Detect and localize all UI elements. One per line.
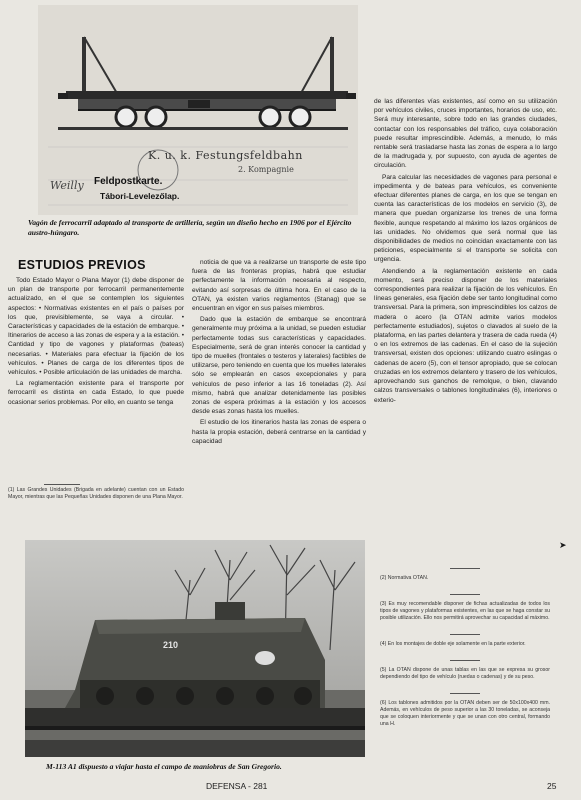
wagon-photo bbox=[38, 5, 358, 215]
vehicle-number: 210 bbox=[163, 640, 179, 650]
paragraph: de las diferentes vías existentes, así como en su utilización por vehículos civiles, cruces importantes, horarios de uso, etc. Será muy interesante, sobre todo en las grandes ciudades, contactar con los responsables del tráfico, cuya colaboración puede resultar imprescindible. Además, a menudo, lo más rentable será trasladarse hasta las zonas de espera a lo largo de la madrugada y, por supuesto, con ayuda de agentes de circulación. bbox=[374, 98, 557, 170]
postcard-stamp-1: Feldpostkarte. bbox=[94, 176, 163, 187]
paragraph: La reglamentación existente para el transporte por ferrocarril es distinta en cada Estado, lo que puede ocasionar serios problemas. Por ello, en cuanto se tenga bbox=[8, 380, 184, 406]
paragraph: Para calcular las necesidades de vagones para personal e impedimenta y de bateas para vehículos, es conveniente efectuar diferentes planes de carga, en los que se tengan en cuenta las características de los modelos en servicio (3), de manera que puedan organizarse los trenes de una forma flexible, aunque respetando al máximo los lazos orgánicos de las unidades. No olvidemos que será normal que las disponibilidades de medios no coincidan exactamente con las peticiones, especialmente si el transporte se solicita con urgencia. bbox=[374, 173, 557, 264]
paragraph: Atendiendo a la reglamentación existente en cada momento, será preciso disponer de los materiales correspondientes para realizar la fijación de los vehículos. En líneas generales, esa fijación debe ser tanto longitudinal como transversal. Para la primera, son imprescindibles los calzos de madera o acero (la OTAN admite varios modelos perfectamente estudiados), sujetos o clavados al suelo de la plataforma, en las partes delantera y trasera de cada rueda (4) o en los extremos de las cadenas. En el caso de la sujeción transversal, existen dos opciones: utilizando cuatro eslingas o cadenas de acero (5), con el tensor apropiado, que se colocan cruzadas en los extremos delantero y trasero de los vehículos, aprovechando sus ganchos de remolque, o bien, clavando calzos transversales o tablones longitudinales (6), interiores o exterio- bbox=[374, 267, 557, 404]
paragraph: Dado que la estación de embarque se encontrará generalmente muy próxima a la unidad, se pueden estudiar perfectamente todas sus características y capacidades. Especialmente, será de gran interés conocer la cantidad y tipo de muelles (frontales o testeros y laterales) factibles de utilizarse, pero teniendo en cuenta que los muelles laterales sólo se emplearán en casos excepcionales y para vehículos de peso inferior a las 16 toneladas (2). Así mismo, habrá que analizar detenidamente las posibles zonas de espera próximas a la estación y los accesos desde esas zonas hasta los muelles. bbox=[192, 316, 366, 416]
footnote-4: (4) En los montajes de doble eje solamente en la parte exterior. bbox=[380, 641, 526, 647]
footnote-1-block bbox=[8, 487, 184, 501]
continue-arrow: ➤ bbox=[559, 540, 567, 550]
postcard-handwriting-2: 2. Kompagnie bbox=[238, 165, 294, 174]
footnote-6: (6) Los tablones admitidos por la OTAN deben ser de 50x100x400 mm. Además, en vehículos de peso superior a las 30 toneladas, se aconseja que se coloquen interiormente y que se unan con otro central, formando una H. bbox=[380, 700, 550, 727]
paragraph: Todo Estado Mayor o Plana Mayor (1) debe disponer de un plan de transporte por ferrocarril permanentemente actualizado, en el que se contemplen los siguientes aspectos: • Normativas existentes en el país o países por los que, previsiblemente, se vaya a circular. • Características y capacidades de la estación de embarque. • Itinerarios de acceso a las zonas de espera y a la estación. • Cantidad y tipo de vagones y plataformas (bateas) necesarias. • Materiales para efectuar la fijación de los vehículos. • Planes de carga de los diferentes tipos de vehículos. • Posible articulación de las unidades de marcha. bbox=[8, 277, 184, 377]
postcard-signature: Weilly bbox=[50, 179, 84, 192]
wagon-drawing bbox=[38, 5, 358, 215]
footer-magazine: DEFENSA - 281 bbox=[206, 781, 268, 791]
footnote-3: (3) Es muy recomendable disponer de fichas actualizadas de todos los tipos de vagones y plataformas existentes, en las que se haga constar su posible utilización. Ello nos permitirá aprovechar su capacidad al máximo. bbox=[380, 601, 550, 621]
postcard-stamp-2: Tábori-Levelezőlap. bbox=[100, 191, 180, 201]
text-column-2 bbox=[192, 258, 366, 448]
m113-photo bbox=[25, 540, 365, 757]
footnote-5: (5) La OTAN dispone de unas tablas en las que se expresa su grosor dependiendo del tipo de vehículo (ruedas o cadenas) y de su peso. bbox=[380, 667, 550, 680]
paragraph: El estudio de los itinerarios hasta las zonas de espera o hasta la propia estación, deberá centrarse en la cantidad y capacidad bbox=[192, 419, 366, 445]
footer-page-number: 25 bbox=[547, 781, 557, 791]
paragraph: noticia de que va a realizarse un transporte de este tipo fuera de las fronteras propias, habrá que estudiar perfectamente la información necesaria al respecto, evitando así sorpresas de última hora. En el caso de la OTAN, ya existen varios reglamentos (Stanag) que se encuentran en vigor en sus países miembros. bbox=[192, 259, 366, 313]
text-column-3 bbox=[374, 97, 557, 407]
footnote-divider bbox=[44, 484, 80, 485]
footnote-2: (2) Normativa OTAN. bbox=[380, 575, 429, 581]
top-photo-caption: Vagón de ferrocarril adaptado al transporte de artillería, según un diseño hecho en 1906 por el Ejército austro-húngaro. bbox=[28, 218, 352, 237]
bottom-photo-caption: M-113 A1 dispuesto a viajar hasta el campo de maniobras de San Gregorio. bbox=[46, 762, 282, 771]
footnote-1: (1) Las Grandes Unidades (Brigada en adelante) cuentan con un Estado Mayor, mientras que las Pequeñas Unidades disponen de una Plana Mayor. bbox=[8, 487, 184, 500]
postcard-handwriting-1: K. u. k. Festungsfeldbahn bbox=[148, 149, 303, 162]
footnotes-block bbox=[380, 568, 550, 728]
section-heading: ESTUDIOS PREVIOS bbox=[18, 258, 146, 272]
m113-image bbox=[25, 540, 365, 757]
text-column-1 bbox=[8, 276, 184, 409]
